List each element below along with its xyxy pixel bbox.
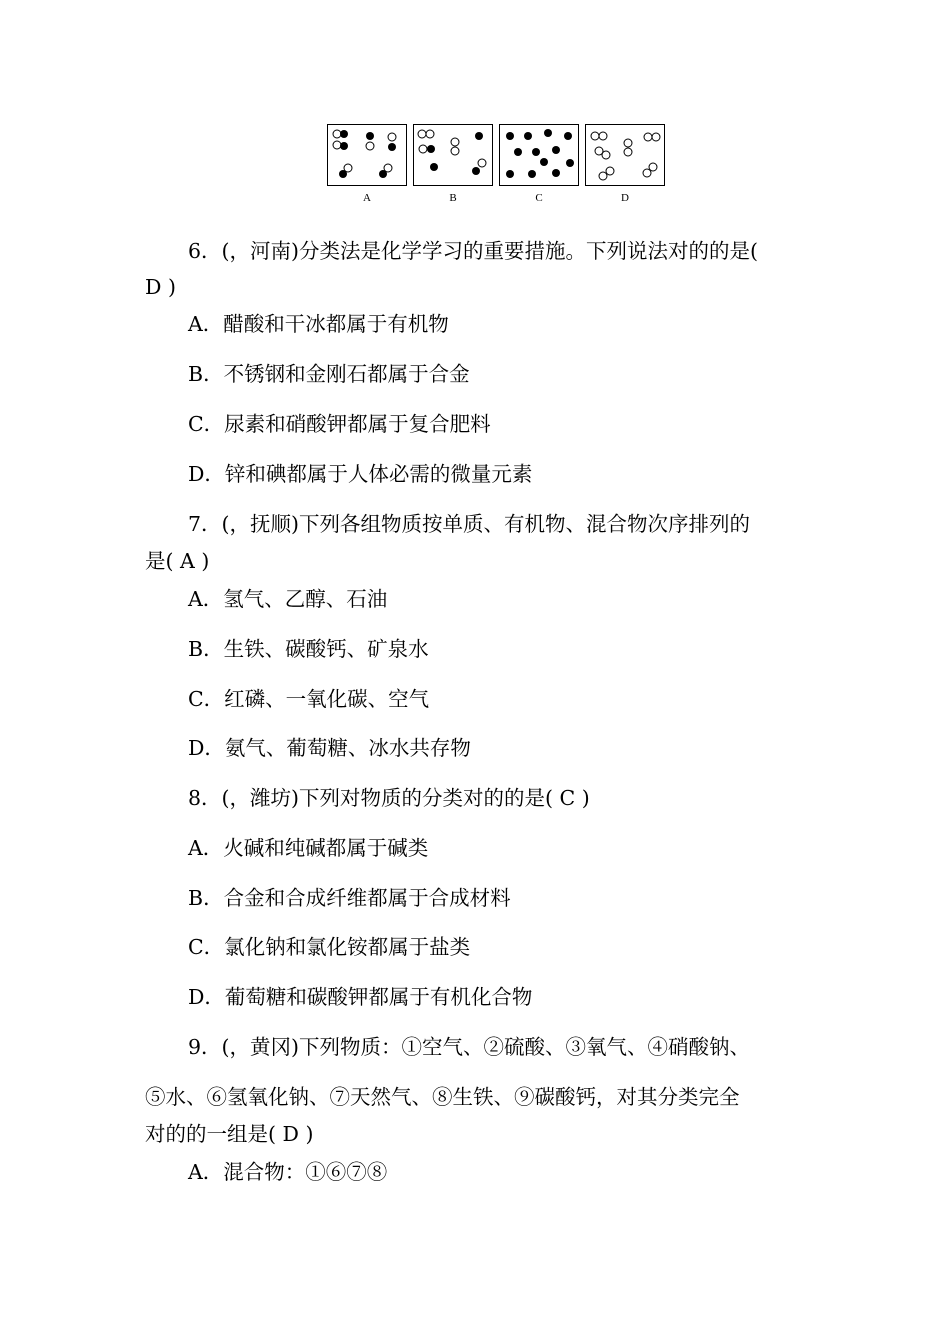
panel-a-label: A	[363, 192, 371, 204]
panel-d-particles	[586, 125, 666, 187]
panel-a	[327, 124, 407, 186]
question-6-stem-cont: D )	[145, 275, 176, 299]
panel-b-label: B	[449, 192, 457, 204]
question-9-stem-cont: ⑤水、⑥氢氧化钠、⑦天然气、⑧生铁、⑨碳酸钙，对其分类完全	[145, 1085, 740, 1109]
panel-a-particles	[328, 125, 408, 187]
question-6-option-b: B．不锈钢和金刚石都属于合金	[188, 362, 470, 386]
question-8-option-d: D．葡萄糖和碳酸钾都属于有机化合物	[188, 985, 533, 1009]
question-8-option-a: A．火碱和纯碱都属于碱类	[188, 836, 429, 860]
question-8-option-c: C．氯化钠和氯化铵都属于盐类	[188, 935, 471, 959]
panel-b	[413, 124, 493, 186]
question-7-stem-cont: 是( A )	[145, 549, 210, 573]
question-7-option-b: B．生铁、碳酸钙、矿泉水	[188, 637, 429, 661]
question-6-stem: 6．(，河南)分类法是化学学习的重要措施。下列说法对的的是(	[188, 239, 759, 263]
panel-c	[499, 124, 579, 186]
question-8-option-b: B．合金和合成纤维都属于合成材料	[188, 886, 511, 910]
panel-d	[585, 124, 665, 186]
question-6-option-c: C．尿素和硝酸钾都属于复合肥料	[188, 412, 491, 436]
question-6-option-d: D．锌和碘都属于人体必需的微量元素	[188, 462, 533, 486]
question-9-stem: 9．(，黄冈)下列物质：①空气、②硫酸、③氧气、④硝酸钠、	[188, 1035, 751, 1059]
question-9-option-a: A．混合物：①⑥⑦⑧	[188, 1160, 388, 1184]
particle-diagram	[327, 124, 667, 214]
question-7-option-c: C．红磷、一氧化碳、空气	[188, 687, 430, 711]
question-7-option-d: D．氨气、葡萄糖、冰水共存物	[188, 736, 471, 760]
question-8-stem: 8．(，潍坊)下列对物质的分类对的的是( C )	[188, 786, 590, 810]
panel-c-label: C	[535, 192, 543, 204]
panel-c-particles	[500, 125, 580, 187]
question-7-option-a: A．氢气、乙醇、石油	[188, 587, 388, 611]
panel-d-label: D	[621, 192, 629, 204]
panel-b-particles	[414, 125, 494, 187]
question-6-option-a: A．醋酸和干冰都属于有机物	[188, 312, 449, 336]
question-9-stem-cont-2: 对的的一组是( D )	[145, 1122, 314, 1146]
question-7-stem: 7．(，抚顺)下列各组物质按单质、有机物、混合物次序排列的	[188, 512, 751, 536]
